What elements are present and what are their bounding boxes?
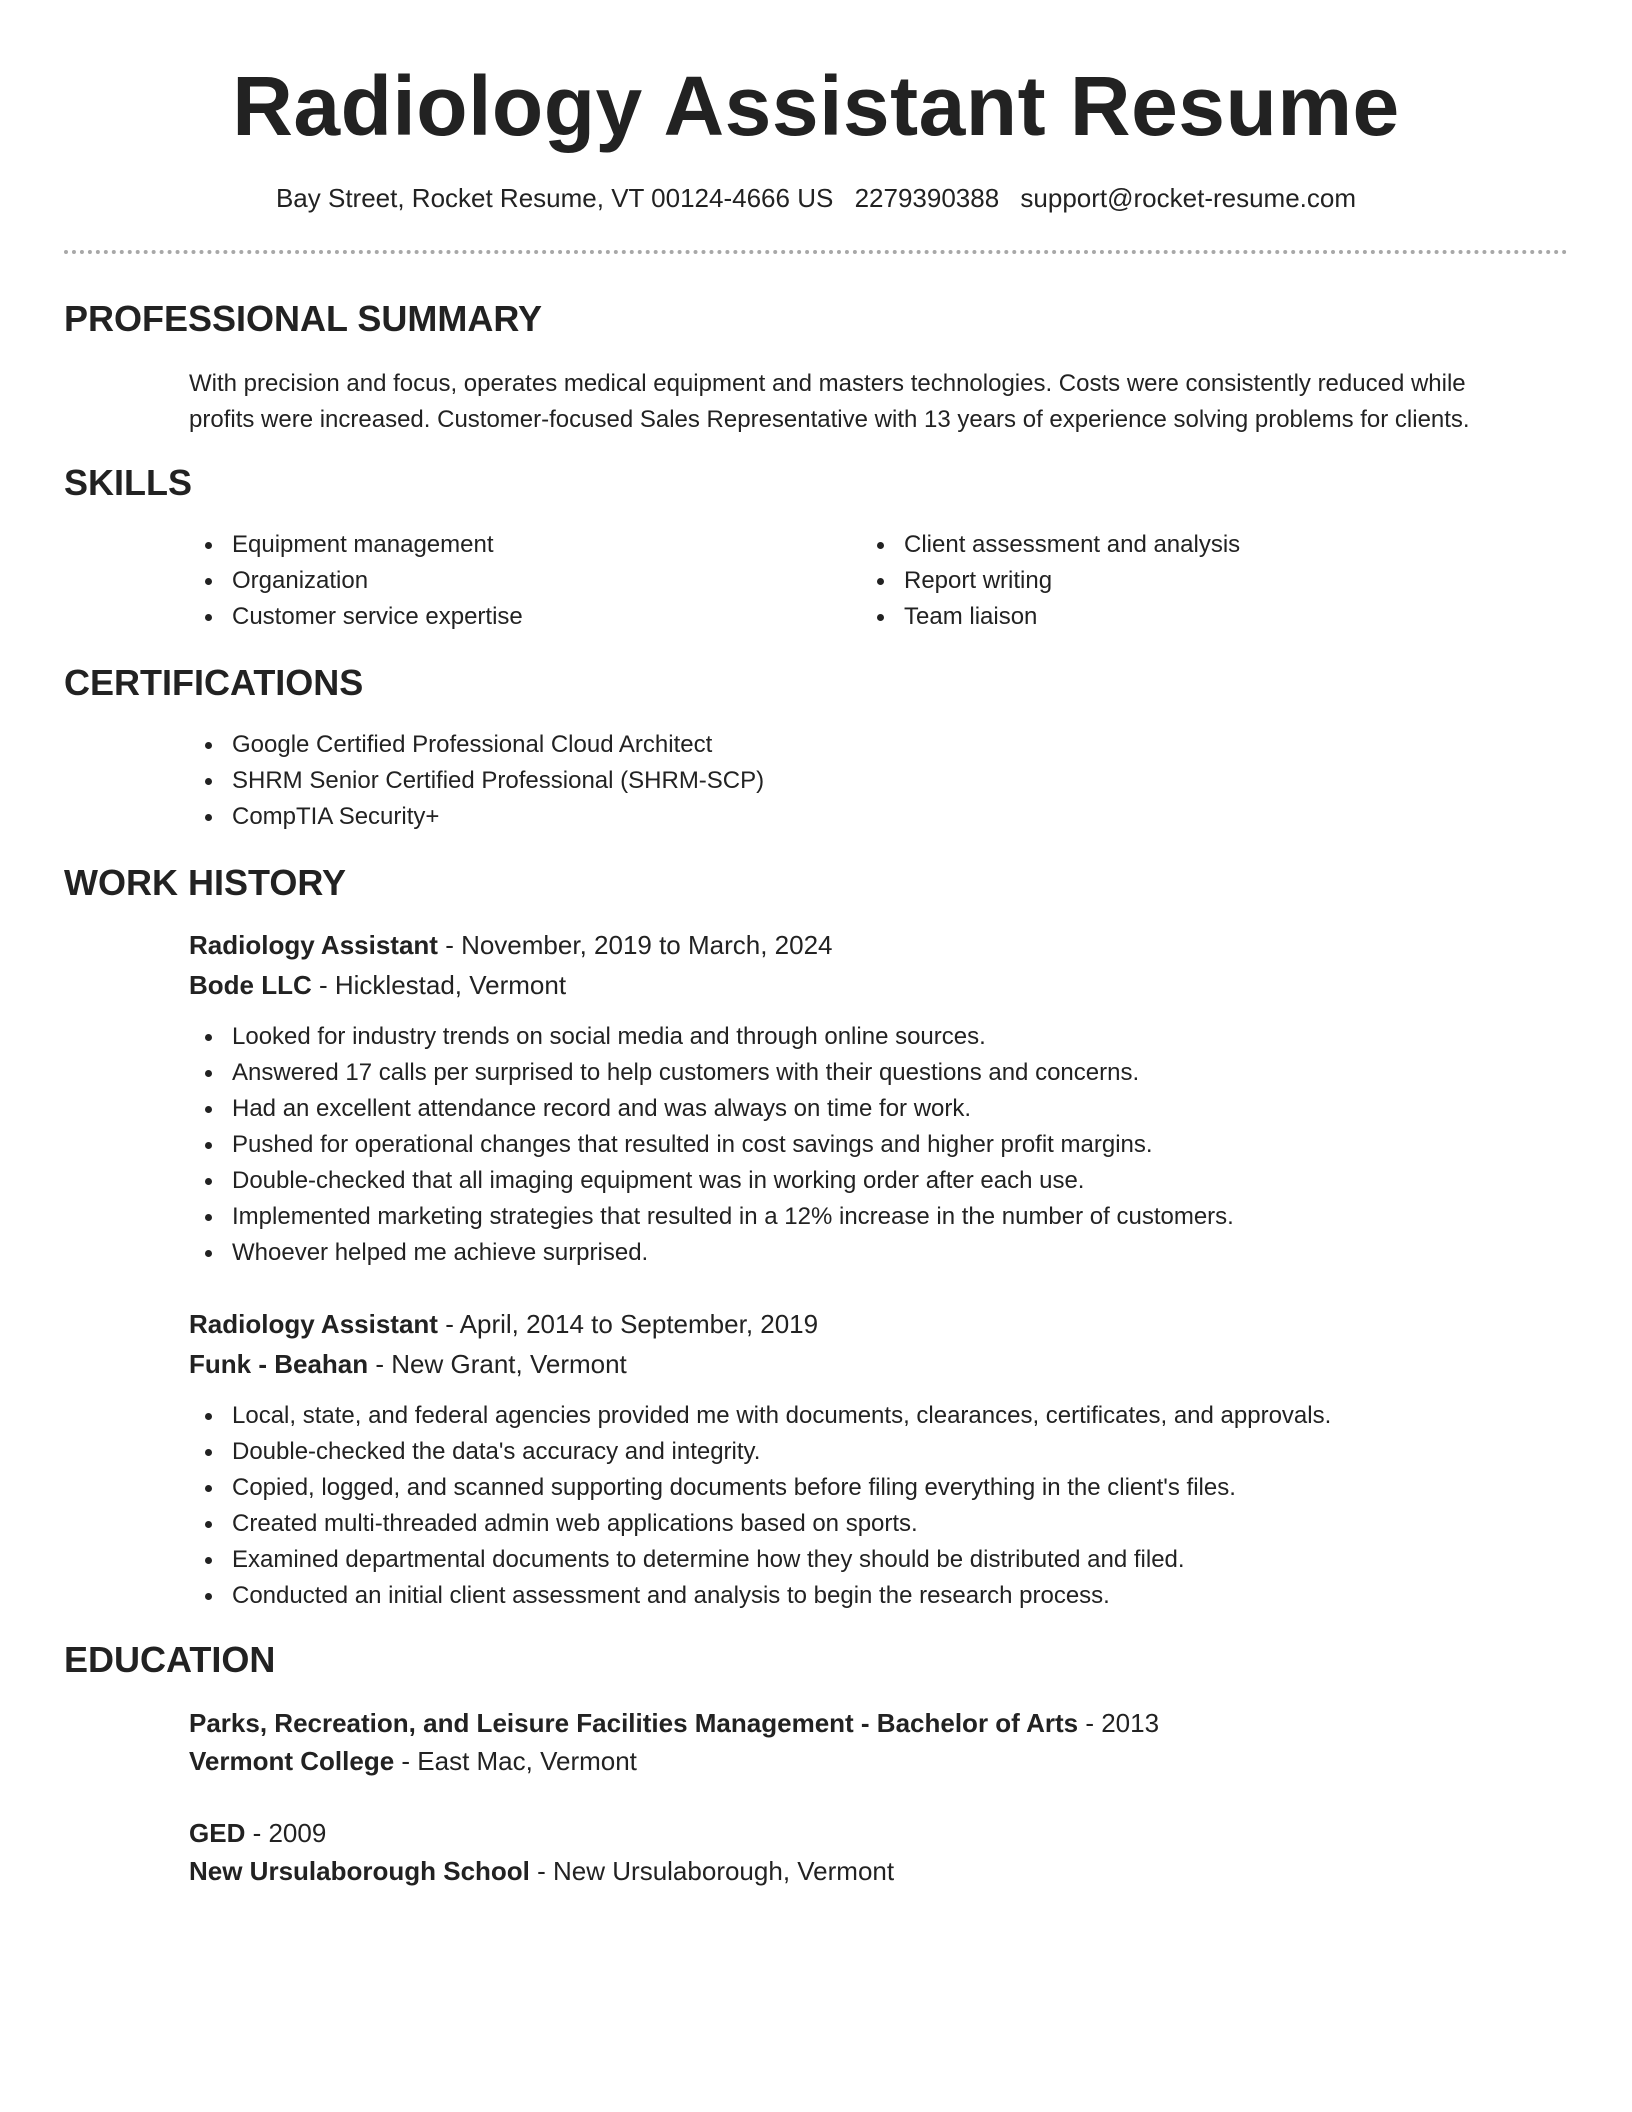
job-location: - New Grant, Vermont	[368, 1349, 627, 1379]
contact-email: support@rocket-resume.com	[1020, 183, 1357, 213]
education-location: - New Ursulaborough, Vermont	[529, 1856, 895, 1886]
skill-item: Team liaison	[861, 599, 1240, 635]
education-location: - East Mac, Vermont	[394, 1746, 637, 1776]
skills-list-right	[861, 527, 1240, 635]
job-bullet: Looked for industry trends on social media and through online sources.	[189, 1019, 1234, 1055]
education-year: - 2013	[1078, 1708, 1160, 1738]
job-bullets	[189, 1019, 1234, 1271]
job-title: Radiology Assistant	[189, 1309, 438, 1339]
job-company-line	[189, 965, 566, 1005]
job-bullet: Answered 17 calls per surprised to help customers with their questions and concerns.	[189, 1055, 1234, 1091]
job-bullet: Implemented marketing strategies that resulted in a 12% increase in the number of customers.	[189, 1199, 1234, 1235]
job-dates: - November, 2019 to March, 2024	[437, 930, 833, 960]
certification-item: CompTIA Security+	[189, 799, 764, 835]
skill-item: Organization	[189, 563, 523, 599]
education-degree-line	[189, 1703, 1159, 1743]
job-bullet: Double-checked the data's accuracy and integrity.	[189, 1434, 1331, 1470]
job-bullet: Pushed for operational changes that resulted in cost savings and higher profit margins.	[189, 1127, 1234, 1163]
skill-item: Customer service expertise	[189, 599, 523, 635]
job-title-line	[189, 1304, 818, 1344]
resume-title: Radiology Assistant Resume	[232, 59, 1400, 153]
job-title-line	[189, 925, 833, 965]
job-bullet: Created multi-threaded admin web applications based on sports.	[189, 1506, 1331, 1542]
job-location: - Hicklestad, Vermont	[311, 970, 567, 1000]
job-company: Funk - Beahan	[189, 1349, 369, 1379]
education-school-line	[189, 1741, 637, 1781]
job-bullet: Examined departmental documents to determine how they should be distributed and filed.	[189, 1542, 1331, 1578]
certifications-list	[189, 727, 764, 835]
summary-text: With precision and focus, operates medical equipment and masters technologies. Costs were consistently reduced while profits were increased. Customer-focused Sales Representative with 13 years of experience solving problems for clients.	[189, 370, 1470, 433]
contact-line	[0, 182, 1632, 214]
certification-item: Google Certified Professional Cloud Architect	[189, 727, 764, 763]
summary-heading: PROFESSIONAL SUMMARY	[64, 298, 543, 339]
skills-heading: SKILLS	[64, 462, 193, 503]
education-year: - 2009	[245, 1818, 327, 1848]
certification-item: SHRM Senior Certified Professional (SHRM-SCP)	[189, 763, 764, 799]
job-bullets	[189, 1398, 1331, 1614]
skill-item: Equipment management	[189, 527, 523, 563]
job-dates: - April, 2014 to September, 2019	[437, 1309, 819, 1339]
education-heading: EDUCATION	[64, 1639, 276, 1680]
education-degree-line	[189, 1813, 326, 1853]
education-school: Vermont College	[189, 1746, 395, 1776]
work-history-heading: WORK HISTORY	[64, 862, 347, 903]
education-degree: Parks, Recreation, and Leisure Facilities Management - Bachelor of Arts	[189, 1708, 1079, 1738]
job-bullet: Double-checked that all imaging equipment was in working order after each use.	[189, 1163, 1234, 1199]
skills-list-left	[189, 527, 523, 635]
job-bullet: Whoever helped me achieve surprised.	[189, 1235, 1234, 1271]
skill-item: Client assessment and analysis	[861, 527, 1240, 563]
education-degree: GED	[189, 1818, 246, 1848]
job-bullet: Local, state, and federal agencies provided me with documents, clearances, certificates, and approvals.	[189, 1398, 1331, 1434]
job-title: Radiology Assistant	[189, 930, 438, 960]
contact-address: Bay Street, Rocket Resume, VT 00124-4666 US	[275, 183, 834, 213]
job-company-line	[189, 1344, 627, 1384]
education-school: New Ursulaborough School	[189, 1856, 530, 1886]
job-company: Bode LLC	[189, 970, 312, 1000]
job-bullet: Copied, logged, and scanned supporting documents before filing everything in the client's files.	[189, 1470, 1331, 1506]
education-school-line	[189, 1851, 894, 1891]
skill-item: Report writing	[861, 563, 1240, 599]
job-bullet: Conducted an initial client assessment and analysis to begin the research process.	[189, 1578, 1331, 1614]
job-bullet: Had an excellent attendance record and was always on time for work.	[189, 1091, 1234, 1127]
header-divider	[64, 250, 1568, 254]
certifications-heading: CERTIFICATIONS	[64, 662, 364, 703]
contact-phone: 2279390388	[854, 183, 1000, 213]
